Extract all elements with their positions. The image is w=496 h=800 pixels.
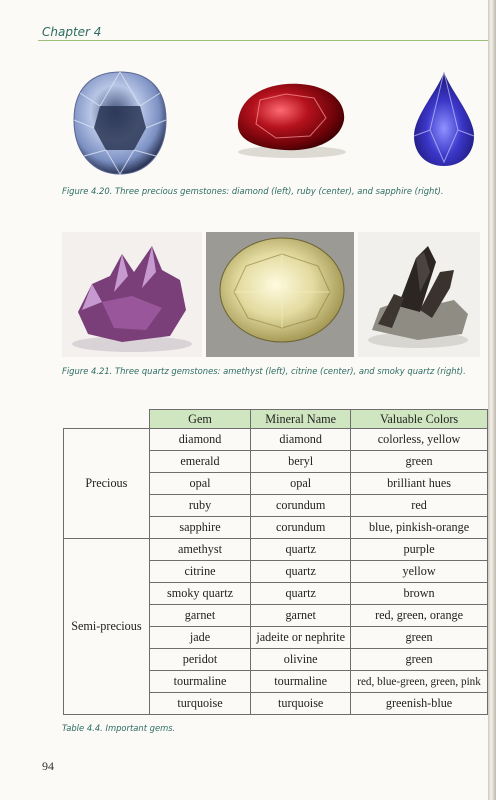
gem-cell: emerald bbox=[149, 451, 250, 473]
mineral-cell: quartz bbox=[251, 583, 351, 605]
mineral-cell: tourmaline bbox=[251, 671, 351, 693]
citrine-photo bbox=[206, 232, 354, 357]
colors-cell: green bbox=[351, 451, 488, 473]
mineral-cell: corundum bbox=[251, 517, 351, 539]
mineral-cell: corundum bbox=[251, 495, 351, 517]
gem-cell: sapphire bbox=[149, 517, 250, 539]
figure-4-20-caption: Figure 4.20. Three precious gemstones: diamond (left), ruby (center), and sapphire (right). bbox=[62, 186, 444, 196]
gem-cell: diamond bbox=[149, 429, 250, 451]
sapphire-photo bbox=[410, 70, 478, 168]
mineral-cell: quartz bbox=[251, 561, 351, 583]
mineral-cell: opal bbox=[251, 473, 351, 495]
smoky-quartz-photo bbox=[358, 232, 480, 357]
colors-cell: red, green, orange bbox=[351, 605, 488, 627]
gem-cell: opal bbox=[149, 473, 250, 495]
mineral-cell: quartz bbox=[251, 539, 351, 561]
page-number: 94 bbox=[42, 759, 54, 773]
figure-4-21-caption: Figure 4.21. Three quartz gemstones: amethyst (left), citrine (center), and smoky quartz (right). bbox=[62, 366, 466, 376]
colors-cell: colorless, yellow bbox=[351, 429, 488, 451]
gems-table bbox=[63, 409, 488, 715]
table-row bbox=[64, 429, 488, 451]
gem-cell: garnet bbox=[149, 605, 250, 627]
gem-cell: turquoise bbox=[149, 693, 250, 715]
mineral-cell: turquoise bbox=[251, 693, 351, 715]
gem-cell: jade bbox=[149, 627, 250, 649]
table-4-4-caption: Table 4.4. Important gems. bbox=[62, 723, 176, 733]
mineral-cell: beryl bbox=[251, 451, 351, 473]
colors-cell: greenish-blue bbox=[351, 693, 488, 715]
column-header: Gem bbox=[149, 410, 250, 429]
colors-cell: brilliant hues bbox=[351, 473, 488, 495]
colors-cell: purple bbox=[351, 539, 488, 561]
page-edge bbox=[488, 0, 496, 800]
colors-cell: red bbox=[351, 495, 488, 517]
mineral-cell: jadeite or nephrite bbox=[251, 627, 351, 649]
colors-cell: red, blue-green, green, pink bbox=[351, 671, 488, 693]
column-header: Valuable Colors bbox=[351, 410, 488, 429]
gem-cell: peridot bbox=[149, 649, 250, 671]
colors-cell: green bbox=[351, 627, 488, 649]
mineral-cell: olivine bbox=[251, 649, 351, 671]
column-header: Mineral Name bbox=[251, 410, 351, 429]
table-header-row bbox=[64, 410, 488, 429]
mineral-cell: diamond bbox=[251, 429, 351, 451]
mineral-cell: garnet bbox=[251, 605, 351, 627]
header-rule bbox=[38, 40, 488, 41]
gem-cell: ruby bbox=[149, 495, 250, 517]
colors-cell: yellow bbox=[351, 561, 488, 583]
group-label: Semi-precious bbox=[64, 539, 150, 715]
gem-cell: tourmaline bbox=[149, 671, 250, 693]
gem-cell: smoky quartz bbox=[149, 583, 250, 605]
colors-cell: blue, pinkish-orange bbox=[351, 517, 488, 539]
group-label: Precious bbox=[64, 429, 150, 539]
table-row bbox=[64, 539, 488, 561]
chapter-header: Chapter 4 bbox=[42, 25, 102, 39]
diamond-photo bbox=[70, 68, 170, 178]
amethyst-photo bbox=[62, 232, 202, 357]
colors-cell: brown bbox=[351, 583, 488, 605]
table-corner-cell bbox=[64, 410, 150, 429]
gem-cell: amethyst bbox=[149, 539, 250, 561]
ruby-photo bbox=[230, 78, 348, 160]
gem-cell: citrine bbox=[149, 561, 250, 583]
colors-cell: green bbox=[351, 649, 488, 671]
